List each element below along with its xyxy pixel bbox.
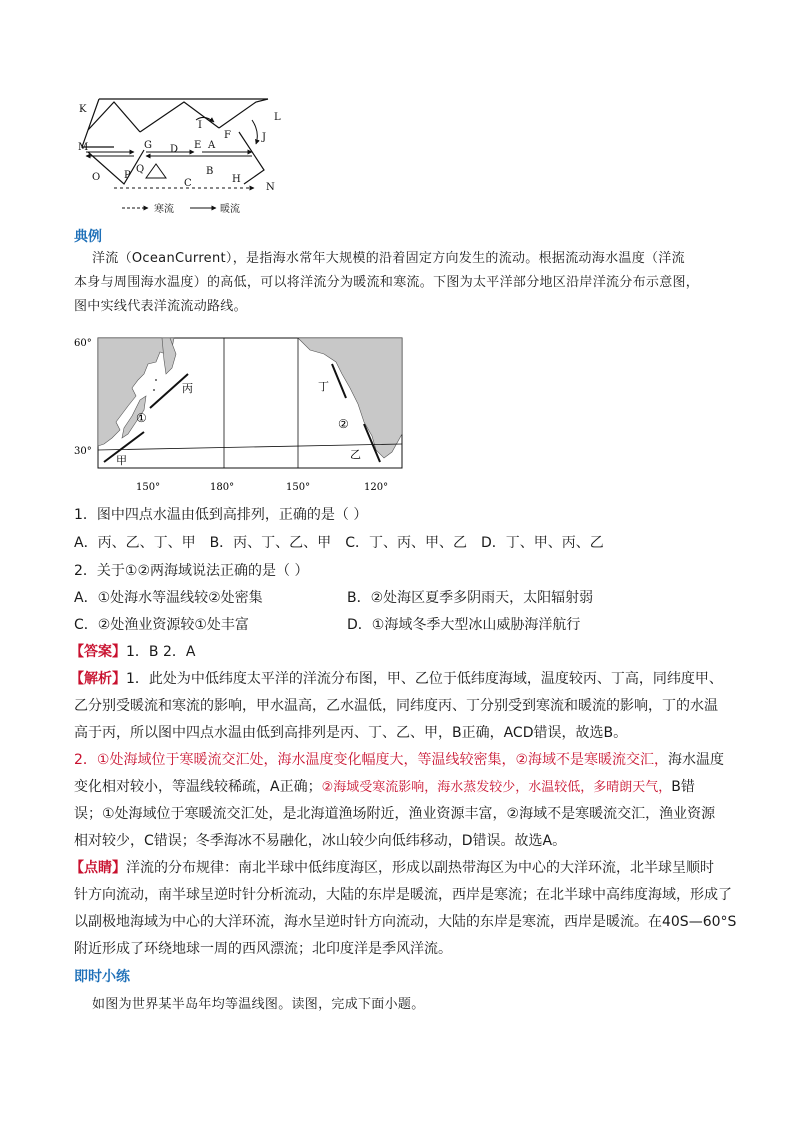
point-ding: 丁: [318, 380, 329, 393]
point-1: ①: [136, 411, 147, 425]
lat-30: 30°: [74, 446, 92, 457]
analysis-p2-line2a: 变化相对较小，等温线较稀疏，A正确；: [74, 779, 322, 795]
label-d: D: [170, 144, 179, 155]
example-intro-line1: 洋流（OceanCurrent），是指海水常年大规模的沿着固定方向发生的流动。根据流动海水温度（洋流: [92, 251, 685, 266]
q2-option-a[interactable]: A．①处海水等温线较②处密集: [74, 590, 263, 606]
label-b: B: [206, 166, 214, 177]
analysis-p2-b: ②海域不是寒暖流交汇，: [515, 752, 669, 768]
label-i: I: [198, 120, 202, 131]
lat-60: 60°: [74, 338, 92, 349]
label-q: Q: [136, 164, 145, 175]
label-k: K: [79, 104, 87, 115]
label-a: A: [208, 140, 216, 151]
point-2: ②: [338, 417, 349, 431]
label-j: J: [262, 132, 267, 143]
analysis-p1-line3: 高于丙，所以图中四点水温由低到高排列是丙、丁、乙、甲，B正确，ACD错误，故选B。: [74, 725, 628, 741]
practice-intro: 如图为世界某半岛年均等温线图。读图，完成下面小题。: [92, 997, 425, 1012]
label-n: N: [266, 182, 275, 193]
q1-option-c[interactable]: C．丁、丙、甲、乙: [345, 535, 467, 551]
analysis-p2-c: 海水温度: [668, 752, 725, 768]
tips-line1: [70, 857, 714, 877]
analysis-p2-line3: 误；①处海域位于寒暖流交汇处，是北海道渔场附近，渔业资源丰富，②海域不是寒暖流交汇，渔业资源: [74, 806, 716, 822]
analysis-p2-line4: 相对较少，C错误；冬季海冰不易融化，冰山较少向低纬移动，D错误。故选A。: [74, 833, 567, 849]
lon-120w: 120°: [364, 482, 389, 493]
q1-option-a[interactable]: A．丙、乙、丁、甲: [74, 535, 196, 551]
analysis-tag: 【解析】: [70, 671, 126, 687]
legend-cold: 寒流: [154, 204, 174, 215]
label-c: C: [184, 178, 192, 189]
analysis-p2-a: 2．①处海域位于寒暖流交汇处，海水温度变化幅度大，等温线较密集，: [74, 752, 516, 768]
point-yi: 乙: [350, 448, 361, 461]
label-p: P: [124, 170, 131, 181]
answer-line: [70, 641, 195, 661]
point-jia: 甲: [116, 454, 127, 467]
label-o: O: [92, 172, 101, 183]
q1-option-b[interactable]: B．丙、丁、乙、甲: [209, 535, 332, 551]
label-e: E: [194, 140, 202, 151]
question-1-options: [74, 532, 754, 552]
example-title: 典例: [74, 229, 102, 245]
tips-line3: 以副极地海域为中心的大洋环流，海水呈逆时针方向流动，大陆的东岸是寒流，西岸是暖流。在40S—60°S: [74, 914, 737, 930]
ocean-current-model-diagram: [74, 92, 290, 218]
q2-option-d[interactable]: D．①海域冬季大型冰山威胁海洋航行: [347, 617, 581, 633]
answer-tag: 【答案】: [70, 644, 126, 660]
tips-tag: 【点睛】: [70, 860, 126, 876]
lon-180: 180°: [210, 482, 235, 493]
q2-option-c[interactable]: C．②处渔业资源较①处丰富: [74, 617, 249, 633]
analysis-p1-line1: 1．此处为中低纬度太平洋的洋流分布图，甲、乙位于低纬度海域，温度较丙、丁高，同纬度甲、: [126, 671, 723, 687]
legend-warm: 暖流: [220, 204, 240, 215]
lon-150e: 150°: [136, 482, 161, 493]
lon-150w: 150°: [286, 482, 311, 493]
tips-line2: 针方向流动，南半球呈逆时针分析流动，大陆的东岸是暖流，西岸是寒流；在北半球中高纬度海域，形成了: [74, 887, 732, 903]
label-g: G: [144, 140, 152, 151]
analysis-p2-line2: [74, 776, 695, 796]
analysis-p2-line2b: ②海域受寒流影响，海水蒸发较少，水温较低，多晴朗天气，: [321, 780, 672, 795]
q1-option-d[interactable]: D．丁、甲、丙、乙: [480, 535, 604, 551]
point-bing: 丙: [182, 382, 193, 395]
q2-option-b[interactable]: B．②处海区夏季多阴雨天，太阳辐射弱: [347, 590, 594, 606]
tips-text-line1: 洋流的分布规律：南北半球中低纬度海区，形成以副热带海区为中心的大洋环流，北半球呈顺时: [126, 860, 714, 876]
label-l: L: [274, 112, 281, 123]
pacific-current-map: [74, 334, 404, 496]
practice-title: 即时小练: [74, 969, 130, 985]
analysis-p2-line1: [74, 749, 724, 769]
tips-line4: 附近形成了环绕地球一周的西风漂流；北印度洋是季风洋流。: [74, 941, 452, 957]
answer-text: 1．B 2．A: [126, 644, 196, 660]
label-h: H: [232, 174, 241, 185]
label-f: F: [224, 130, 231, 141]
label-m: M: [78, 142, 89, 153]
question-1: 1．图中四点水温由低到高排列，正确的是（ ）: [74, 507, 368, 523]
example-intro-line3: 图中实线代表洋流流动路线。: [74, 299, 247, 314]
example-intro-line2: 本身与周围海水温度）的高低，可以将洋流分为暖流和寒流。下图为太平洋部分地区沿岸洋流分布示意图，: [74, 275, 700, 290]
question-2: 2．关于①②两海域说法正确的是（ ）: [74, 563, 309, 579]
analysis-line1: [70, 668, 760, 688]
analysis-p1-line2: 乙分别受暖流和寒流的影响，甲水温高，乙水温低，同纬度丙、丁分别受到寒流和暖流的影响，丁的水温: [74, 698, 718, 714]
analysis-p2-line2c: B错: [671, 779, 695, 795]
